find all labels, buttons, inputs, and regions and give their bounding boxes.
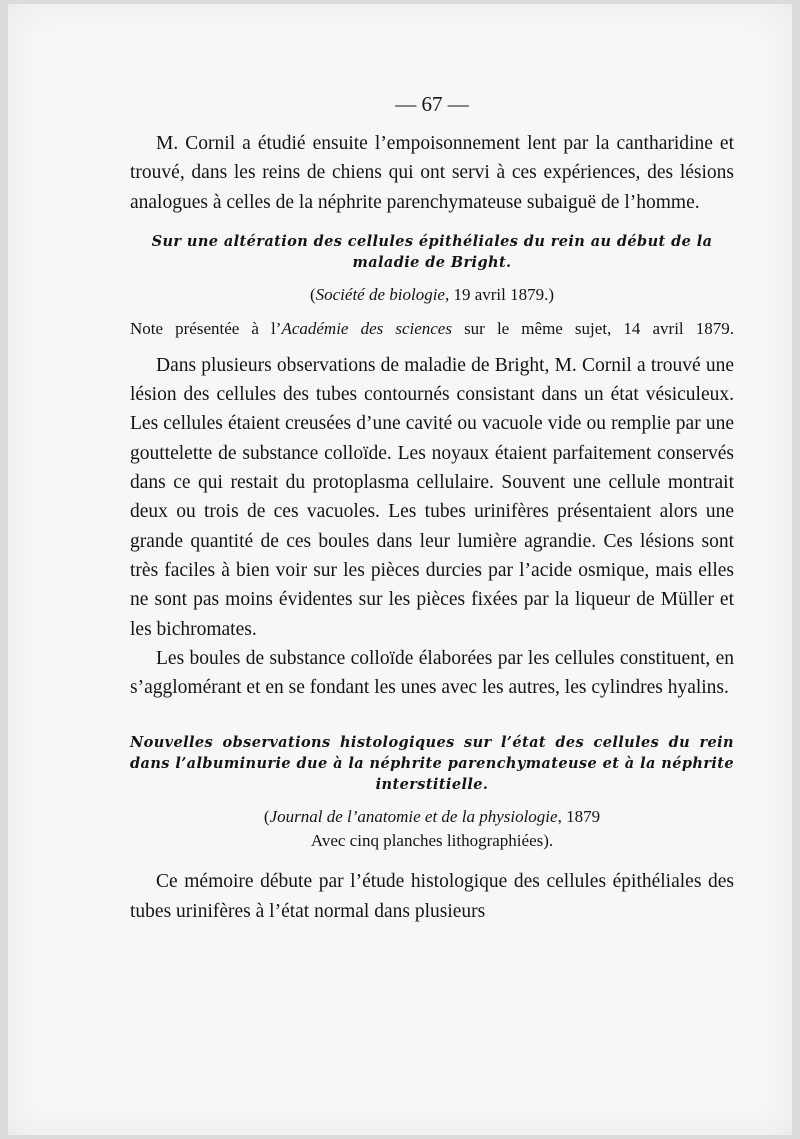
intro-paragraph: M. Cornil a étudié ensuite l’empoisonnement lent par la cantharidine et trouvé, dans les reins de chiens qui ont servi à ces expériences, des lésions analogues à celles de la néphrite parenchymateuse subaiguë de l’homme.	[130, 133, 734, 213]
section-1-note-suffix: sur le même sujet, 14 avril 1879.	[451, 318, 734, 338]
section-2-title: Nouvelles observations histologiques sur l’état des cellules du rein dans l’albuminurie due à la néphrite parenchymateuse et à la néphrite interstitielle.	[130, 734, 734, 794]
section-1-title: Sur une altération des cellules épithéliales du rein au début de la maladie de Bright.	[151, 232, 713, 271]
section-1-note	[130, 317, 734, 341]
section-1-paragraph-1: Dans plusieurs observations de maladie de Bright, M. Cornil a trouvé une lésion des cellules des tubes contournés consistant dans un état vésiculeux. Les cellules étaient creusées d’une cavité ou vacuole vide ou remplie par une gouttelette de substance colloïde. Les noyaux étaient parfaitement conservés dans ce qui restait du protoplasma cellulaire. Souvent une cellule montrait deux ou trois de ces vacuoles. Les tubes urinifères présentaient alors une grande quantité de ces boules dans leur lumière agrandie. Ces lésions sont très faciles à bien voir sur les pièces durcies par l’acide osmique, mais elles ne sont pas moins évidentes sur les pièces fixées par la liqueur de Müller et les bichromates.	[130, 354, 734, 640]
page-number: — 67 —	[395, 92, 469, 116]
section-1-note-prefix: Note présentée à l’	[130, 318, 282, 338]
section-2-source-date: , 1879	[557, 807, 601, 827]
page-content	[130, 92, 734, 926]
section-2-source-journal: Journal de l’anatomie et de la physiologie	[269, 807, 558, 827]
section-1-source-date: , 19 avril 1879.)	[444, 284, 555, 304]
section-1-note-academy: Académie des sciences	[281, 318, 452, 338]
section-2-paragraph-1: Ce mémoire débute par l’étude histologique des cellules épithéliales des tubes urinifères à l’état normal dans plusieurs	[130, 871, 734, 922]
section-1-paragraph-2: Les boules de substance colloïde élaborées par les cellules constituent, en s’agglomérant et en se fondant les unes avec les autres, les cylindres hyalins.	[130, 647, 734, 699]
section-1-source-journal: Société de biologie	[315, 284, 445, 304]
section-2-source-plates: Avec cinq planches lithographiées).	[310, 831, 554, 851]
book-page	[8, 4, 792, 1135]
section-1-source	[130, 283, 734, 307]
section-2-source	[130, 805, 734, 829]
section-2-source-open: (	[263, 807, 270, 827]
section-1-source-open: (	[309, 284, 316, 304]
